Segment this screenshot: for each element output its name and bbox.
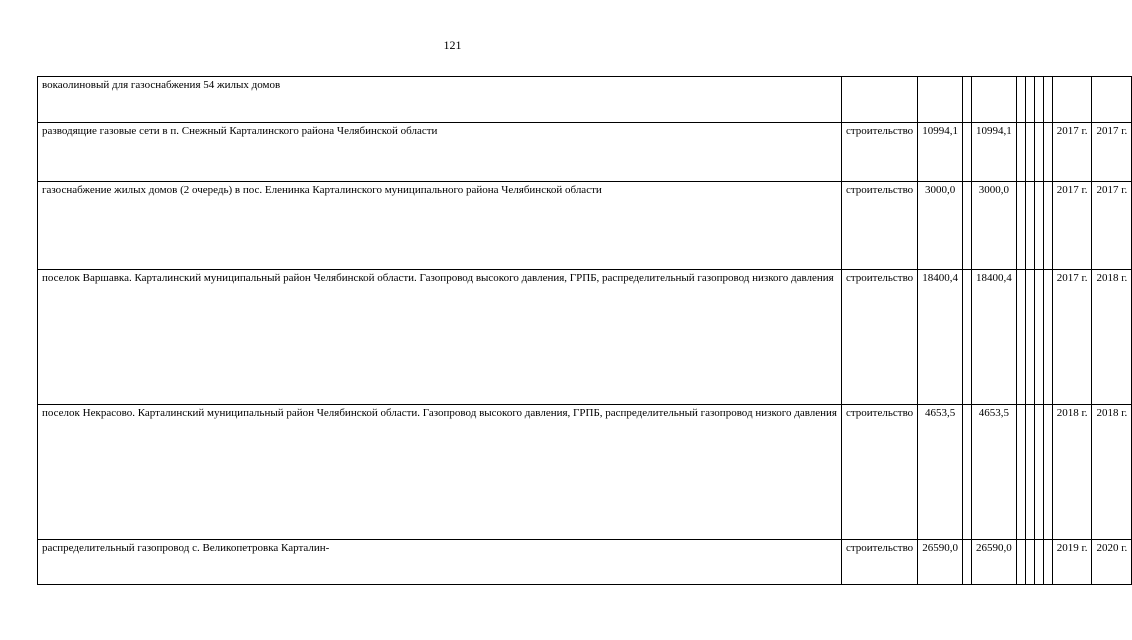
total-cost-cell: 3000,0 [918, 182, 963, 270]
funding-amount-cell: 18400,4 [971, 270, 1016, 405]
table-row [38, 182, 1132, 270]
empty-cell [1025, 270, 1034, 405]
empty-cell [1016, 77, 1025, 123]
object-name-cell: вокаолиновый для газоснабжения 54 жилых домов [38, 77, 842, 123]
table-row [38, 123, 1132, 182]
end-year-cell [1092, 77, 1132, 123]
table-row [38, 77, 1132, 123]
empty-cell [1043, 77, 1052, 123]
object-name-cell: газоснабжение жилых домов (2 очередь) в пос. Еленинка Карталинского муниципального района Челябинской области [38, 182, 842, 270]
empty-cell [1034, 405, 1043, 540]
start-year-cell: 2019 г. [1052, 540, 1092, 585]
total-cost-cell: 26590,0 [918, 540, 963, 585]
total-cost-cell: 18400,4 [918, 270, 963, 405]
start-year-cell: 2018 г. [1052, 405, 1092, 540]
end-year-cell: 2020 г. [1092, 540, 1132, 585]
empty-cell [1034, 77, 1043, 123]
empty-cell [1025, 405, 1034, 540]
end-year-cell: 2018 г. [1092, 270, 1132, 405]
empty-cell [962, 405, 971, 540]
empty-cell [962, 123, 971, 182]
empty-cell [1025, 540, 1034, 585]
end-year-cell: 2017 г. [1092, 123, 1132, 182]
empty-cell [1043, 405, 1052, 540]
work-type-cell: строительство [841, 270, 917, 405]
table-row [38, 270, 1132, 405]
funding-amount-cell: 4653,5 [971, 405, 1016, 540]
start-year-cell: 2017 г. [1052, 182, 1092, 270]
empty-cell [962, 77, 971, 123]
empty-cell [1043, 270, 1052, 405]
empty-cell [1034, 182, 1043, 270]
table-row [38, 540, 1132, 585]
object-name-cell: поселок Некрасово. Карталинский муниципальный район Челябинской области. Газопровод высокого давления, ГРПБ, распределительный газопровод низкого давления [38, 405, 842, 540]
empty-cell [1016, 182, 1025, 270]
start-year-cell [1052, 77, 1092, 123]
empty-cell [1034, 540, 1043, 585]
start-year-cell: 2017 г. [1052, 123, 1092, 182]
empty-cell [1043, 540, 1052, 585]
empty-cell [1043, 182, 1052, 270]
funding-amount-cell [971, 77, 1016, 123]
empty-cell [1025, 77, 1034, 123]
funding-amount-cell: 26590,0 [971, 540, 1016, 585]
object-name-cell: разводящие газовые сети в п. Снежный Карталинского района Челябинской области [38, 123, 842, 182]
empty-cell [1034, 270, 1043, 405]
funding-amount-cell: 3000,0 [971, 182, 1016, 270]
investment-table [37, 76, 1132, 585]
work-type-cell: строительство [841, 182, 917, 270]
end-year-cell: 2017 г. [1092, 182, 1132, 270]
work-type-cell: строительство [841, 405, 917, 540]
empty-cell [1016, 540, 1025, 585]
page-number: 121 [443, 38, 462, 52]
empty-cell [1043, 123, 1052, 182]
object-name-cell: распределительный газопровод с. Великопетровка Карталин- [38, 540, 842, 585]
empty-cell [1025, 123, 1034, 182]
empty-cell [1016, 405, 1025, 540]
work-type-cell: строительство [841, 540, 917, 585]
object-name-cell: поселок Варшавка. Карталинский муниципальный район Челябинской области. Газопровод высокого давления, ГРПБ, распределительный газопровод низкого давления [38, 270, 842, 405]
work-type-cell [841, 77, 917, 123]
end-year-cell: 2018 г. [1092, 405, 1132, 540]
empty-cell [1016, 123, 1025, 182]
start-year-cell: 2017 г. [1052, 270, 1092, 405]
work-type-cell: строительство [841, 123, 917, 182]
empty-cell [962, 270, 971, 405]
empty-cell [1025, 182, 1034, 270]
empty-cell [962, 540, 971, 585]
table-row [38, 405, 1132, 540]
total-cost-cell [918, 77, 963, 123]
total-cost-cell: 10994,1 [918, 123, 963, 182]
funding-amount-cell: 10994,1 [971, 123, 1016, 182]
empty-cell [962, 182, 971, 270]
empty-cell [1016, 270, 1025, 405]
empty-cell [1034, 123, 1043, 182]
total-cost-cell: 4653,5 [918, 405, 963, 540]
